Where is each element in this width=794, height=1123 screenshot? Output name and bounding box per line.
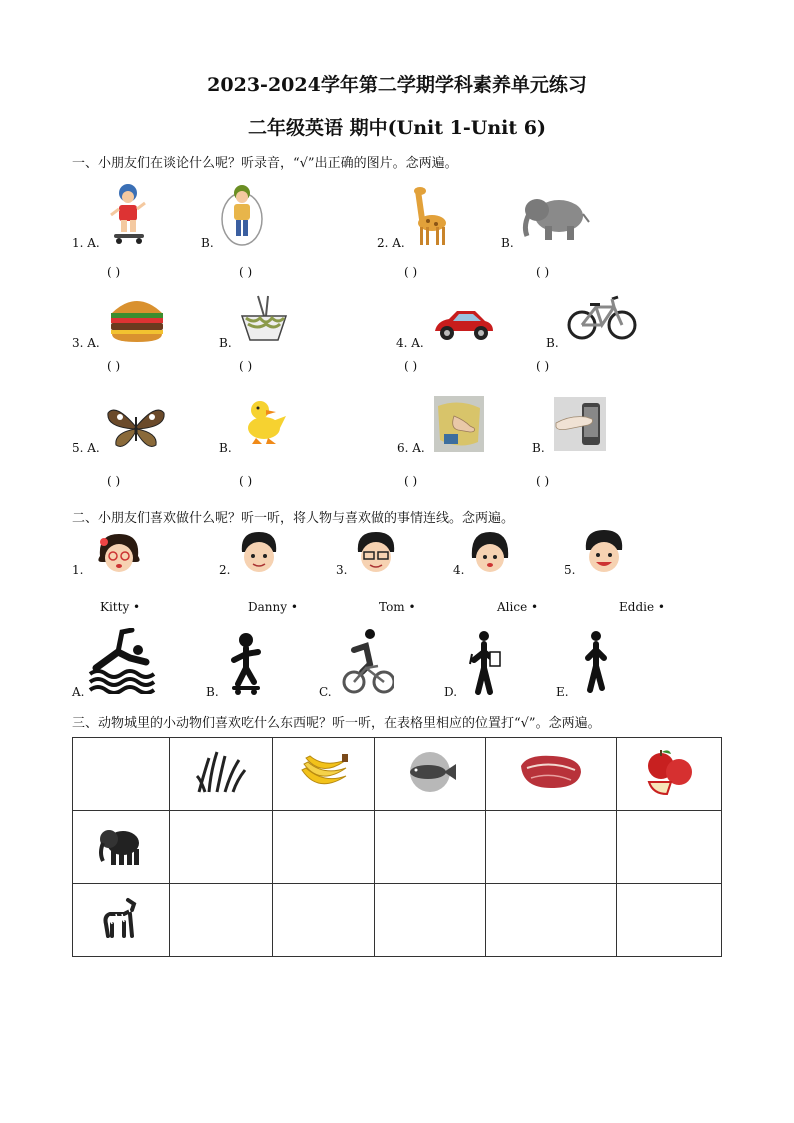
child-number-2: 2. [219,563,231,577]
giraffe-image[interactable] [408,185,448,247]
q6-b-answer[interactable]: ( ) [536,474,550,488]
bananas-image [298,750,350,794]
name-kitty[interactable]: Kitty • [100,600,141,614]
zebra-row [73,884,722,957]
hand-on-pillow-image[interactable] [434,396,484,452]
noodles-image[interactable] [238,294,290,344]
table-cell[interactable] [273,884,375,957]
danny-face-image [236,530,282,574]
fish-header-cell [375,738,486,811]
apples-image [643,748,695,796]
section1-instruction: 一、小朋友们在谈论什么呢？听录音，“√”出正确的图片。念两遍。 [72,156,458,171]
q1-a-label: 1. A. [72,236,100,250]
page-title: 2023-2024学年第二学期学科素养单元练习 [207,74,587,96]
drawing-silhouette-image[interactable] [466,630,502,696]
q3-a-label: 3. A. [72,336,100,350]
q4-a-answer[interactable]: ( ) [404,359,418,373]
child-number-4: 4. [453,563,465,577]
child-number-3: 3. [336,563,348,577]
q4-b-answer[interactable]: ( ) [536,359,550,373]
q3-a-answer[interactable]: ( ) [107,359,121,373]
car-image[interactable] [431,305,495,345]
walking-silhouette-image[interactable] [580,630,610,696]
kitty-face-image [96,532,142,574]
table-cell[interactable] [375,884,486,957]
fish-image [402,750,458,794]
q5-b-label: B. [219,441,232,455]
q4-b-label: B. [546,336,559,350]
name-tom[interactable]: Tom • [379,600,416,614]
bicycle-image[interactable] [566,291,638,343]
zebra-image [100,896,142,940]
zebra-row-header [73,884,170,957]
q2-a-label: 2. A. [377,236,405,250]
child-number-1: 1. [72,563,84,577]
eddie-face-image [582,528,626,574]
elephant-silhouette-image [99,823,143,867]
skateboarding-silhouette-image[interactable] [228,630,264,696]
table-corner-cell [73,738,170,811]
hamburger-image[interactable] [108,293,166,343]
q5-b-answer[interactable]: ( ) [239,474,253,488]
table-cell[interactable] [617,811,722,884]
table-cell[interactable] [169,884,273,957]
hand-on-phone-image[interactable] [554,397,606,451]
elephant-image[interactable] [521,192,591,242]
q6-a-answer[interactable]: ( ) [404,474,418,488]
q4-a-label: 4. A. [396,336,424,350]
name-eddie[interactable]: Eddie • [619,600,665,614]
meat-header-cell [485,738,617,811]
q3-b-label: B. [219,336,232,350]
q1-a-answer[interactable]: ( ) [107,265,121,279]
skipping-rope-boy-image[interactable] [219,183,265,247]
bananas-header-cell [273,738,375,811]
grass-header-cell [169,738,273,811]
table-cell[interactable] [273,811,375,884]
page-subtitle: 二年级英语 期中(Unit 1-Unit 6) [248,117,546,139]
q2-b-answer[interactable]: ( ) [536,265,550,279]
child-number-5: 5. [564,563,576,577]
activity-letter-a: A. [72,685,85,699]
section2-instruction: 二、小朋友们喜欢做什么呢？听一听，将人物与喜欢做的事情连线。念两遍。 [72,511,515,526]
q2-b-label: B. [501,236,514,250]
q6-b-label: B. [532,441,545,455]
q5-a-label: 5. A. [72,441,100,455]
q5-a-answer[interactable]: ( ) [107,474,121,488]
table-cell[interactable] [617,884,722,957]
table-header-row [73,738,722,811]
q1-b-label: B. [201,236,214,250]
cycling-silhouette-image[interactable] [340,628,394,694]
swimming-image[interactable] [88,628,156,694]
activity-letter-b: B. [206,685,219,699]
meat-image [517,752,585,792]
tom-face-image [352,530,400,574]
activity-letter-e: E. [556,685,569,699]
skateboarding-boy-image[interactable] [108,183,148,245]
elephant-row [73,811,722,884]
table-cell[interactable] [375,811,486,884]
butterfly-image[interactable] [106,405,166,451]
q2-a-answer[interactable]: ( ) [404,265,418,279]
table-cell[interactable] [485,884,617,957]
grass-image [195,750,247,794]
activity-letter-d: D. [444,685,458,699]
duck-image[interactable] [240,398,290,446]
apples-header-cell [617,738,722,811]
activity-letter-c: C. [319,685,332,699]
table-cell[interactable] [485,811,617,884]
table-cell[interactable] [169,811,273,884]
q1-b-answer[interactable]: ( ) [239,265,253,279]
alice-face-image [470,530,510,574]
food-preference-table [72,737,722,957]
name-danny[interactable]: Danny • [248,600,298,614]
name-alice[interactable]: Alice • [497,600,539,614]
section3-instruction: 三、动物城里的小动物们喜欢吃什么东西呢？听一听，在表格里相应的位置打“√”。念两遍。 [72,716,601,731]
q3-b-answer[interactable]: ( ) [239,359,253,373]
q6-a-label: 6. A. [397,441,425,455]
elephant-row-header [73,811,170,884]
